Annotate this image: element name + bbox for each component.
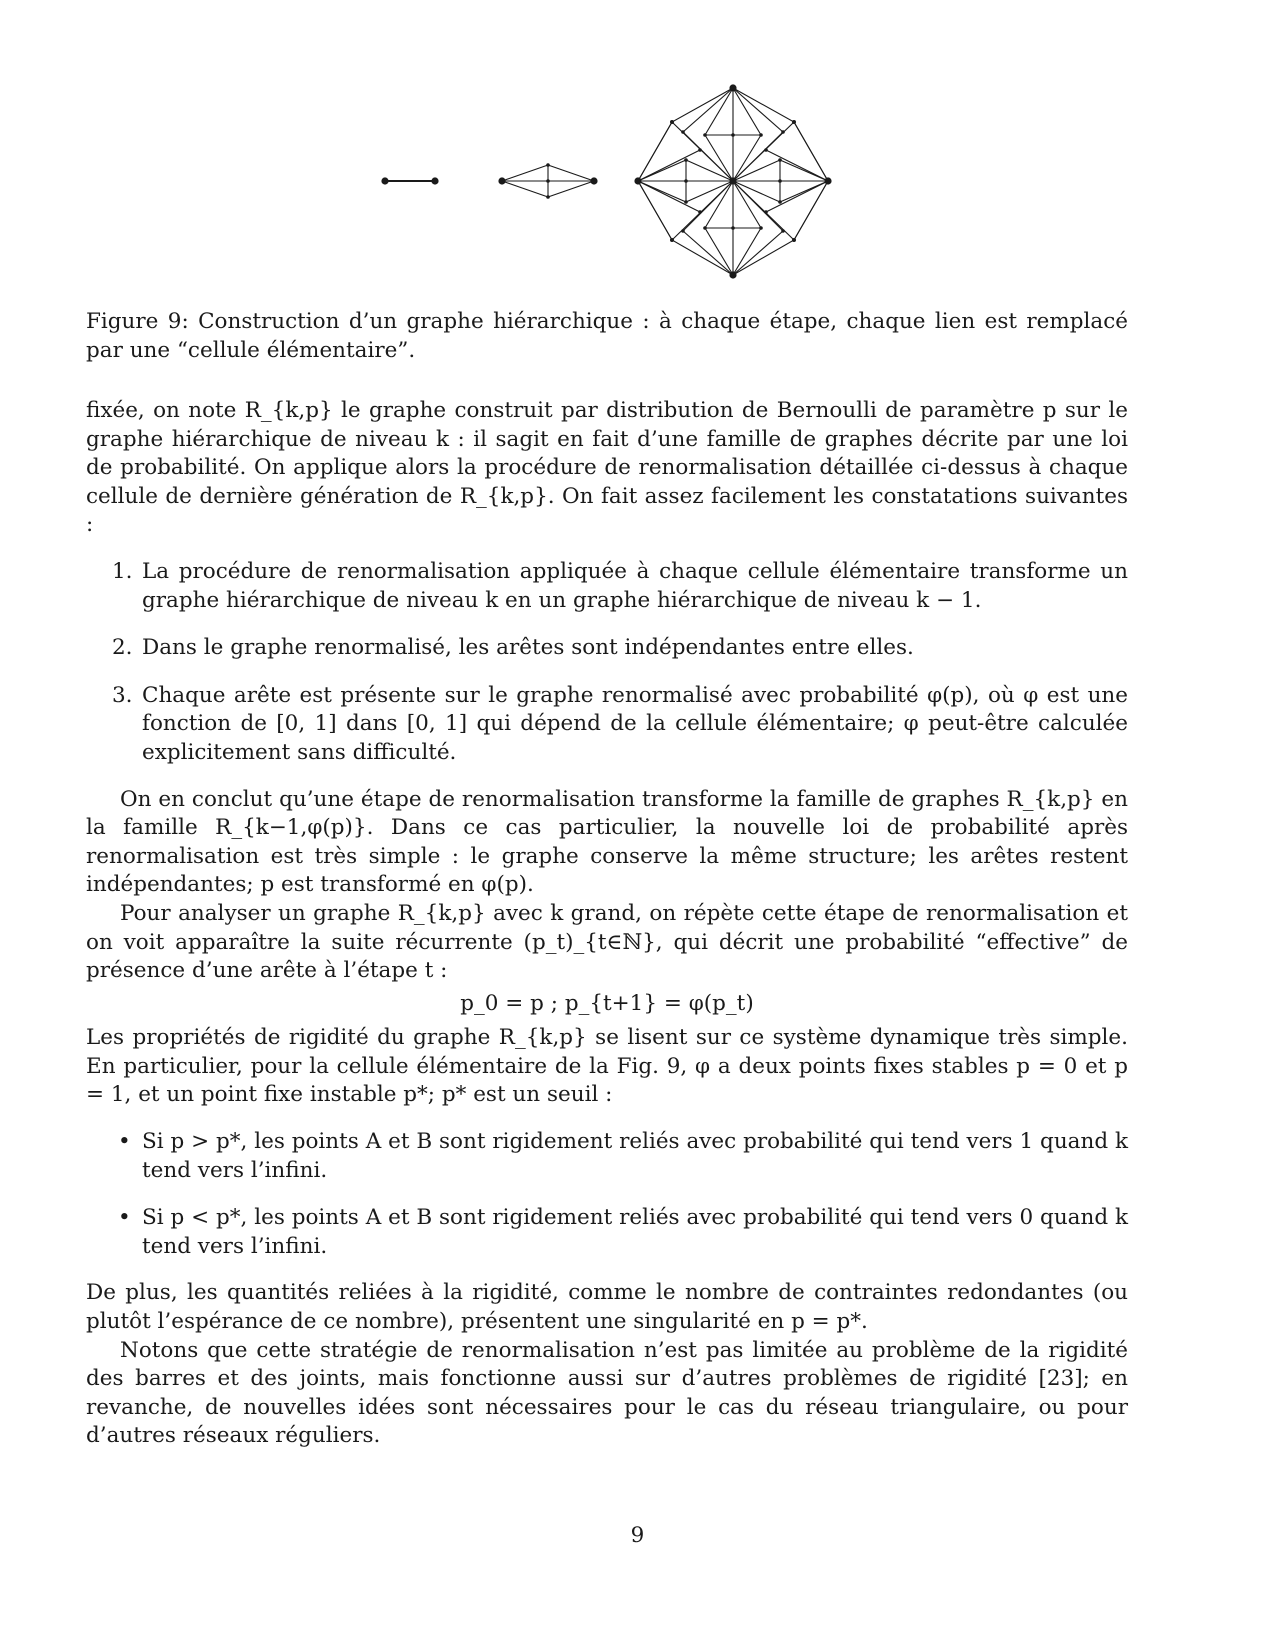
list-item bbox=[86, 1204, 1128, 1261]
notons-paragraph: Notons que cette stratégie de renormalisation n’est pas limitée au problème de la rigidité des barres et des joints, mais fonctionne aussi sur d’autres problèmes de rigidité [23]; en revanche, de nouvelles idées sont nécessaires pour le cas du réseau triangulaire, ou pour d’autres réseaux réguliers. bbox=[86, 1337, 1128, 1449]
conclusion-paragraph: On en conclut qu’une étape de renormalisation transforme la famille de graphes R_{k,p} en la famille R_{k−1,φ(p)}. Dans ce cas particulier, la nouvelle loi de probabilité après renormalisation est très simple : le graphe conserve la même structure; les arêtes restent indépendantes; p est transformé en φ(p). bbox=[86, 786, 1128, 898]
list-item bbox=[86, 682, 1128, 768]
list-number: 2. bbox=[112, 635, 133, 661]
list-item bbox=[86, 1128, 1128, 1185]
list-text: Dans le graphe renormalisé, les arêtes sont indépendantes entre elles. bbox=[142, 635, 914, 661]
recurrence-equation: p_0 = p ; p_{t+1} = φ(p_t) bbox=[460, 990, 754, 1016]
bullet-icon: • bbox=[118, 1205, 131, 1231]
bullet-icon: • bbox=[118, 1129, 131, 1155]
threshold-list bbox=[86, 1128, 1128, 1261]
list-item bbox=[86, 558, 1128, 615]
analyse-paragraph: Pour analyser un graphe R_{k,p} avec k grand, on répète cette étape de renormalisation et on voit apparaître la suite récurrente (p_t)_{t∈ℕ}, qui décrit une probabilité “effective” de présence d’une arête à l’étape t : bbox=[86, 900, 1128, 984]
list-text: La procédure de renormalisation appliquée à chaque cellule élémentaire transforme un graphe hiérarchique de niveau k en un graphe hiérarchique de niveau k − 1. bbox=[142, 558, 1128, 613]
hierarchical-graph-drawing bbox=[370, 80, 850, 290]
intro-paragraph: fixée, on note R_{k,p} le graphe construit par distribution de Bernoulli de paramètre p sur le graphe hiérarchique de niveau k : il sagit en fait d’une famille de graphes décrite par une loi de probabilité. On applique alors la procédure de renormalisation détaillée ci-dessus à chaque cellule de dernière génération de R_{k,p}. On fait assez facilement les constatations suivantes : bbox=[86, 398, 1128, 538]
list-text: Si p > p*, les points A et B sont rigidement reliés avec probabilité qui tend vers 1 quand k tend vers l’infini. bbox=[142, 1129, 1128, 1183]
list-number: 3. bbox=[112, 682, 133, 708]
list-text: Si p < p*, les points A et B sont rigidement reliés avec probabilité qui tend vers 0 quand k tend vers l’infini. bbox=[142, 1205, 1128, 1259]
main-text bbox=[86, 397, 1128, 1451]
list-text: Chaque arête est présente sur le graphe renormalisé avec probabilité φ(p), où φ est une fonction de [0, 1] dans [0, 1] qui dépend de la cellule élémentaire; φ peut-être calculée explicitement sans difficulté. bbox=[142, 682, 1128, 765]
de-plus-paragraph: De plus, les quantités reliées à la rigidité, comme le nombre de contraintes redondantes (ou plutôt l’espérance de ce nombre), présentent une singularité en p = p*. bbox=[86, 1280, 1128, 1335]
hierarchical-graph-figure bbox=[370, 80, 850, 290]
constatations-list bbox=[86, 558, 1128, 768]
page-number: 9 bbox=[630, 1523, 645, 1548]
proprietes-paragraph: Les propriétés de rigidité du graphe R_{k,p} se lisent sur ce système dynamique très simple. En particulier, pour la cellule élémentaire de la Fig. 9, φ a deux points fixes stables p = 0 et p = 1, et un point fixe instable p*; p* est un seuil : bbox=[86, 1025, 1128, 1108]
list-item bbox=[86, 634, 1128, 663]
list-number: 1. bbox=[112, 558, 133, 584]
figure-caption: Figure 9: Construction d’un graphe hiérarchique : à chaque étape, chaque lien est remplacé par une “cellule élémentaire”. bbox=[86, 309, 1128, 363]
